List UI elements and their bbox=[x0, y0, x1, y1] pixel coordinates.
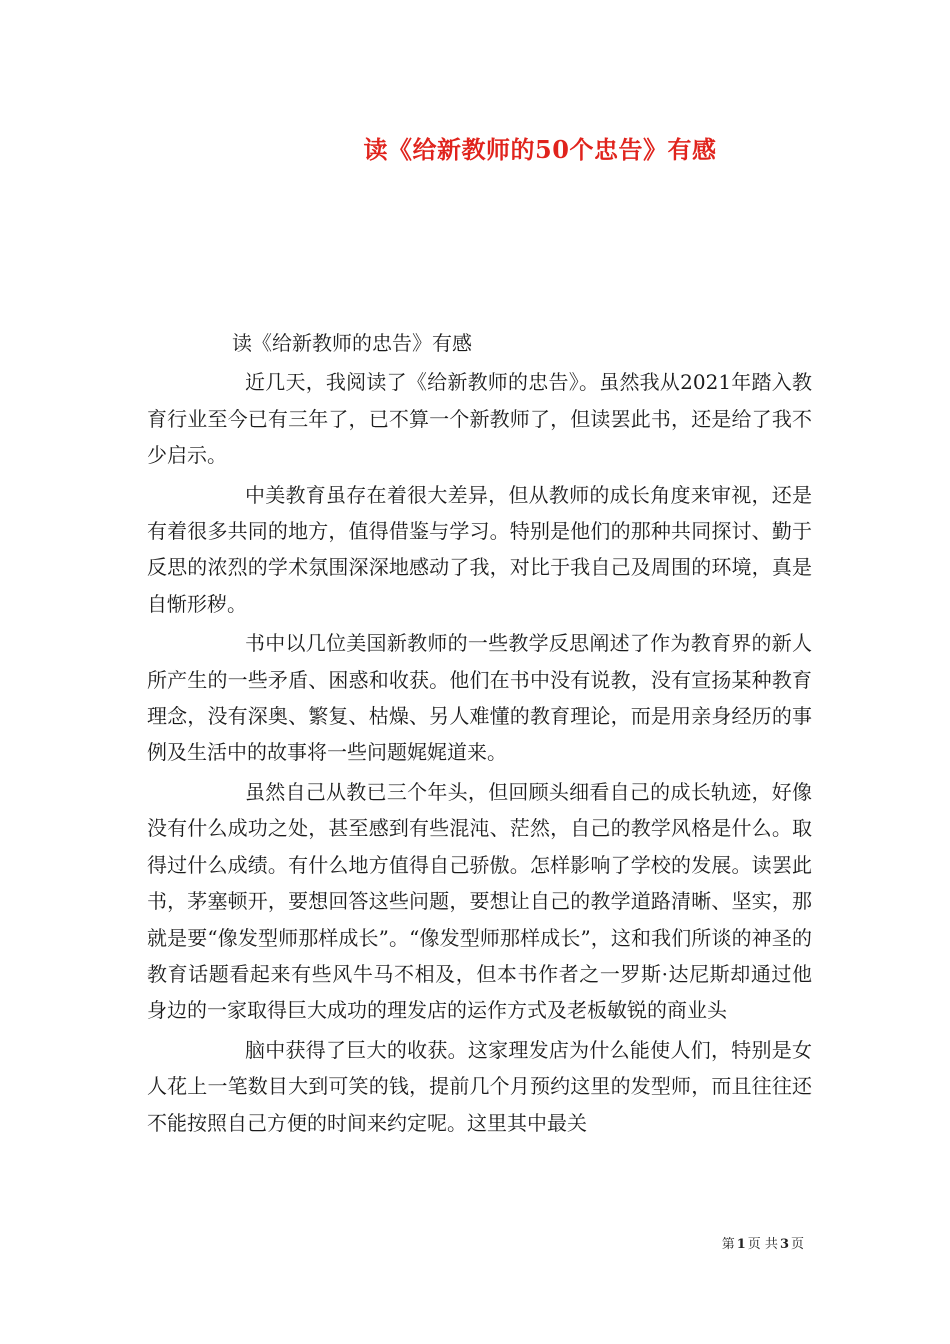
footer-total-pages: 3 bbox=[779, 1237, 789, 1252]
paragraph-5: 脑中获得了巨大的收获。这家理发店为什么能使人们，特别是女人花上一笔数目大到可笑的钱，提前几个月预约这里的发型师，而且往往还不能按照自己方便的时间来约定呢。这里其中最关 bbox=[147, 1037, 812, 1135]
document-subtitle: 读《给新教师的忠告》有感 bbox=[232, 331, 472, 355]
footer-prefix: 第 bbox=[721, 1237, 735, 1252]
paragraph-3: 书中以几位美国新教师的一些教学反思阐述了作为教育界的新人所产生的一些矛盾、困惑和收获。他们在书中没有说教，没有宣扬某种教育理念，没有深奥、繁复、枯燥、另人难懂的教育理论，而是用亲身经历的事例及生活中的故事将一些问题娓娓道来。 bbox=[147, 631, 812, 765]
footer-middle: 页 共 bbox=[747, 1237, 778, 1252]
footer-current-page: 1 bbox=[736, 1237, 746, 1252]
document-body bbox=[147, 325, 812, 1141]
paragraph-1: 近几天，我阅读了《给新教师的忠告》。虽然我从2021年踏入教育行业至今已有三年了，已不算一个新教师了，但读罢此书，还是给了我不少启示。 bbox=[147, 370, 812, 468]
page-footer bbox=[0, 1233, 804, 1252]
paragraph-4: 虽然自己从教已三个年头，但回顾头细看自己的成长轨迹，好像没有什么成功之处，甚至感到有些混沌、茫然，自己的教学风格是什么。取得过什么成绩。有什么地方值得自己骄傲。怎样影响了学校的发展。读罢此书，茅塞顿开，要想回答这些问题，要想让自己的教学道路清晰、坚实，那就是要“像发型师那样成长”。“像发型师那样成长”，这和我们所谈的神圣的教育话题看起来有些风牛马不相及，但本书作者之一罗斯·达尼斯却通过他身边的一家取得巨大成功的理发店的运作方式及老板敏锐的商业头 bbox=[147, 779, 812, 1023]
footer-suffix: 页 bbox=[790, 1237, 804, 1252]
document-title: 读《给新教师的50个忠告》有感 bbox=[363, 135, 717, 164]
paragraph-2: 中美教育虽存在着很大差异，但从教师的成长角度来审视，还是有着很多共同的地方，值得借鉴与学习。特别是他们的那种共同探讨、勤于反思的浓烈的学术氛围深深地感动了我，对比于我自己及周围的环境，真是自惭形秽。 bbox=[147, 482, 812, 616]
